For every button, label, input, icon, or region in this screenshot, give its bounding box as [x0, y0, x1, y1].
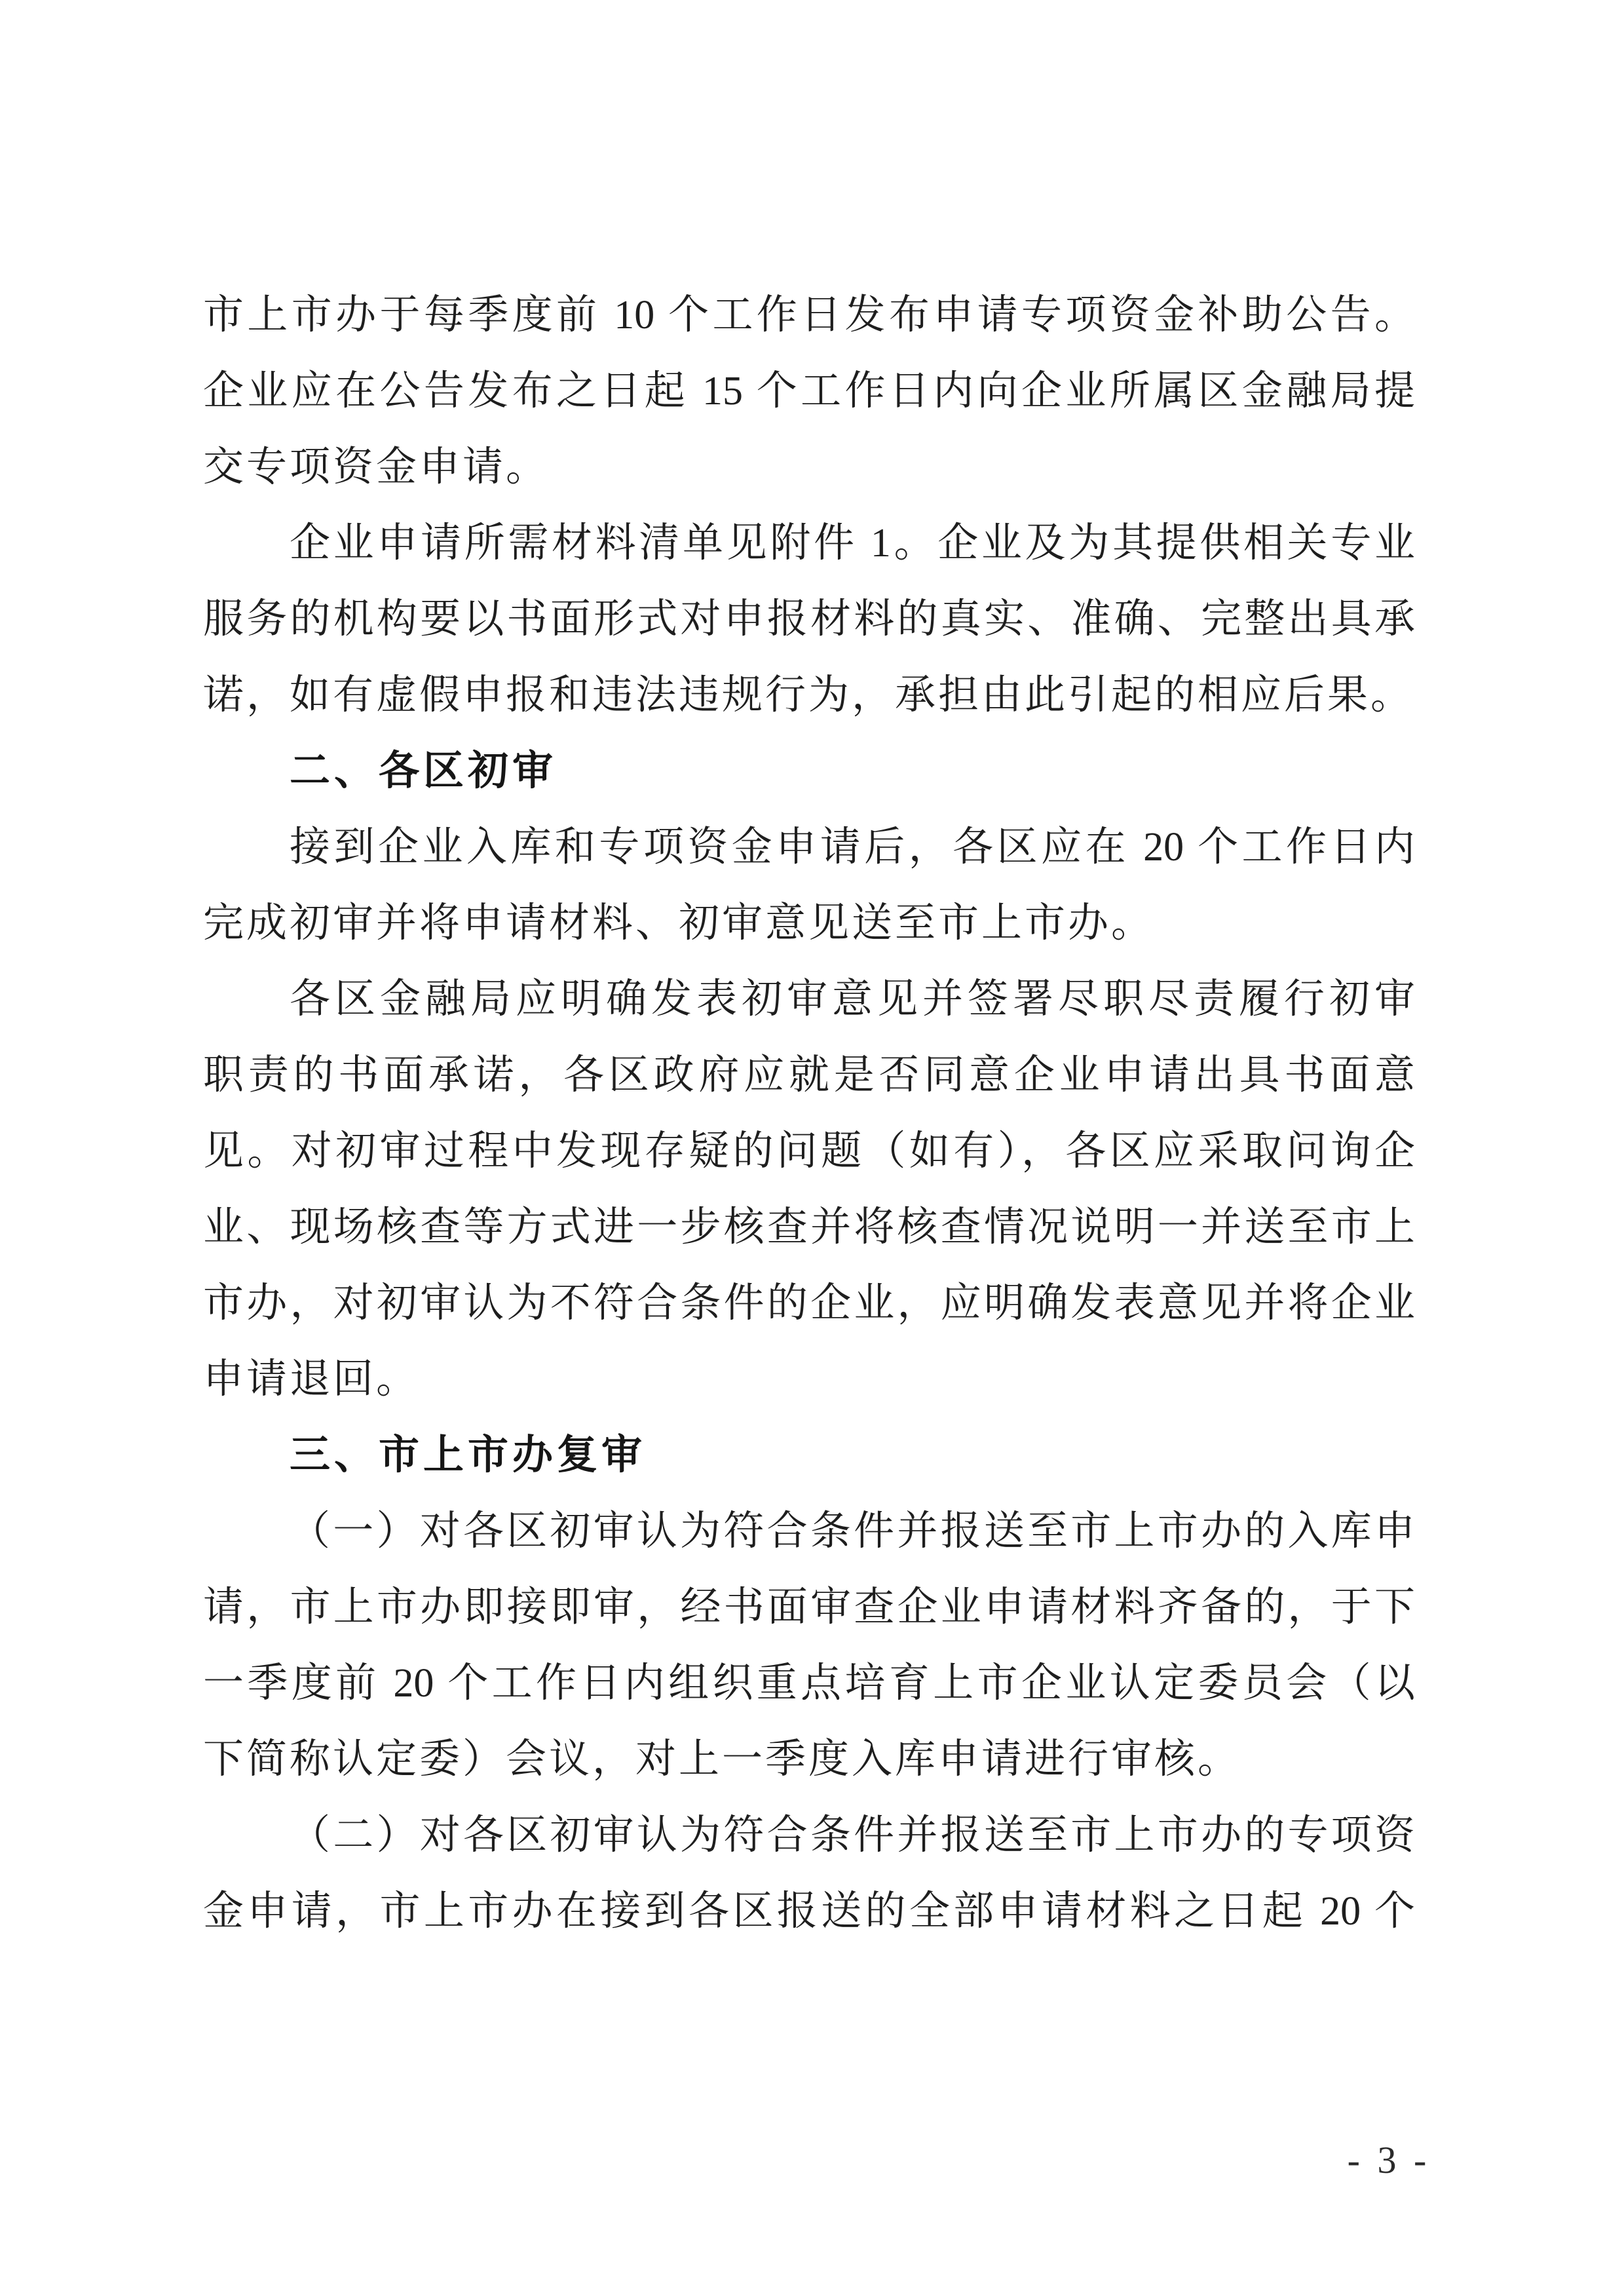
- doc-line: 诺，如有虚假申报和违法违规行为，承担由此引起的相应后果。: [203, 673, 1414, 718]
- section-heading-2: 二、各区初审: [290, 748, 557, 794]
- doc-line: 市上市办于每季度前 10 个工作日发布申请专项资金补助公告。: [203, 293, 1415, 337]
- doc-line: 金申请，市上市办在接到各区报送的全部申请材料之日起 20 个: [203, 1889, 1415, 1934]
- doc-line: 接到企业入库和专项资金申请后，各区应在 20 个工作日内: [290, 825, 1415, 870]
- doc-line: 业、现场核查等方式进一步核查并将核查情况说明一并送至市上: [203, 1205, 1415, 1250]
- doc-line: （二）对各区初审认为符合条件并报送至市上市办的专项资: [290, 1813, 1415, 1858]
- doc-line: 见。对初审过程中发现存疑的问题（如有），各区应采取问询企: [203, 1129, 1415, 1174]
- doc-line: 申请退回。: [203, 1357, 420, 1402]
- doc-line: 下简称认定委）会议，对上一季度入库申请进行审核。: [203, 1737, 1241, 1782]
- doc-line: 企业申请所需材料清单见附件 1。企业及为其提供相关专业: [290, 521, 1415, 565]
- doc-line: （一）对各区初审认为符合条件并报送至市上市办的入库申: [290, 1509, 1415, 1554]
- doc-line: 交专项资金申请。: [203, 445, 550, 489]
- doc-line: 一季度前 20 个工作日内组织重点培育上市企业认定委员会（以: [203, 1661, 1415, 1706]
- doc-line: 完成初审并将申请材料、初审意见送至市上市办。: [203, 901, 1155, 946]
- doc-line: 职责的书面承诺，各区政府应就是否同意企业申请出具书面意: [203, 1053, 1415, 1098]
- doc-line: 服务的机构要以书面形式对申报材料的真实、准确、完整出具承: [203, 597, 1415, 641]
- doc-line: 请，市上市办即接即审，经书面审查企业申请材料齐备的，于下: [203, 1585, 1415, 1630]
- doc-line: 企业应在公告发布之日起 15 个工作日内向企业所属区金融局提: [203, 369, 1415, 413]
- document-body: [203, 277, 1415, 1949]
- page-number: - 3 -: [1347, 2139, 1431, 2181]
- doc-line: 各区金融局应明确发表初审意见并签署尽职尽责履行初审: [290, 977, 1415, 1022]
- doc-line: 市办，对初审认为不符合条件的企业，应明确发表意见并将企业: [203, 1281, 1415, 1326]
- section-heading-3: 三、市上市办复审: [290, 1432, 647, 1478]
